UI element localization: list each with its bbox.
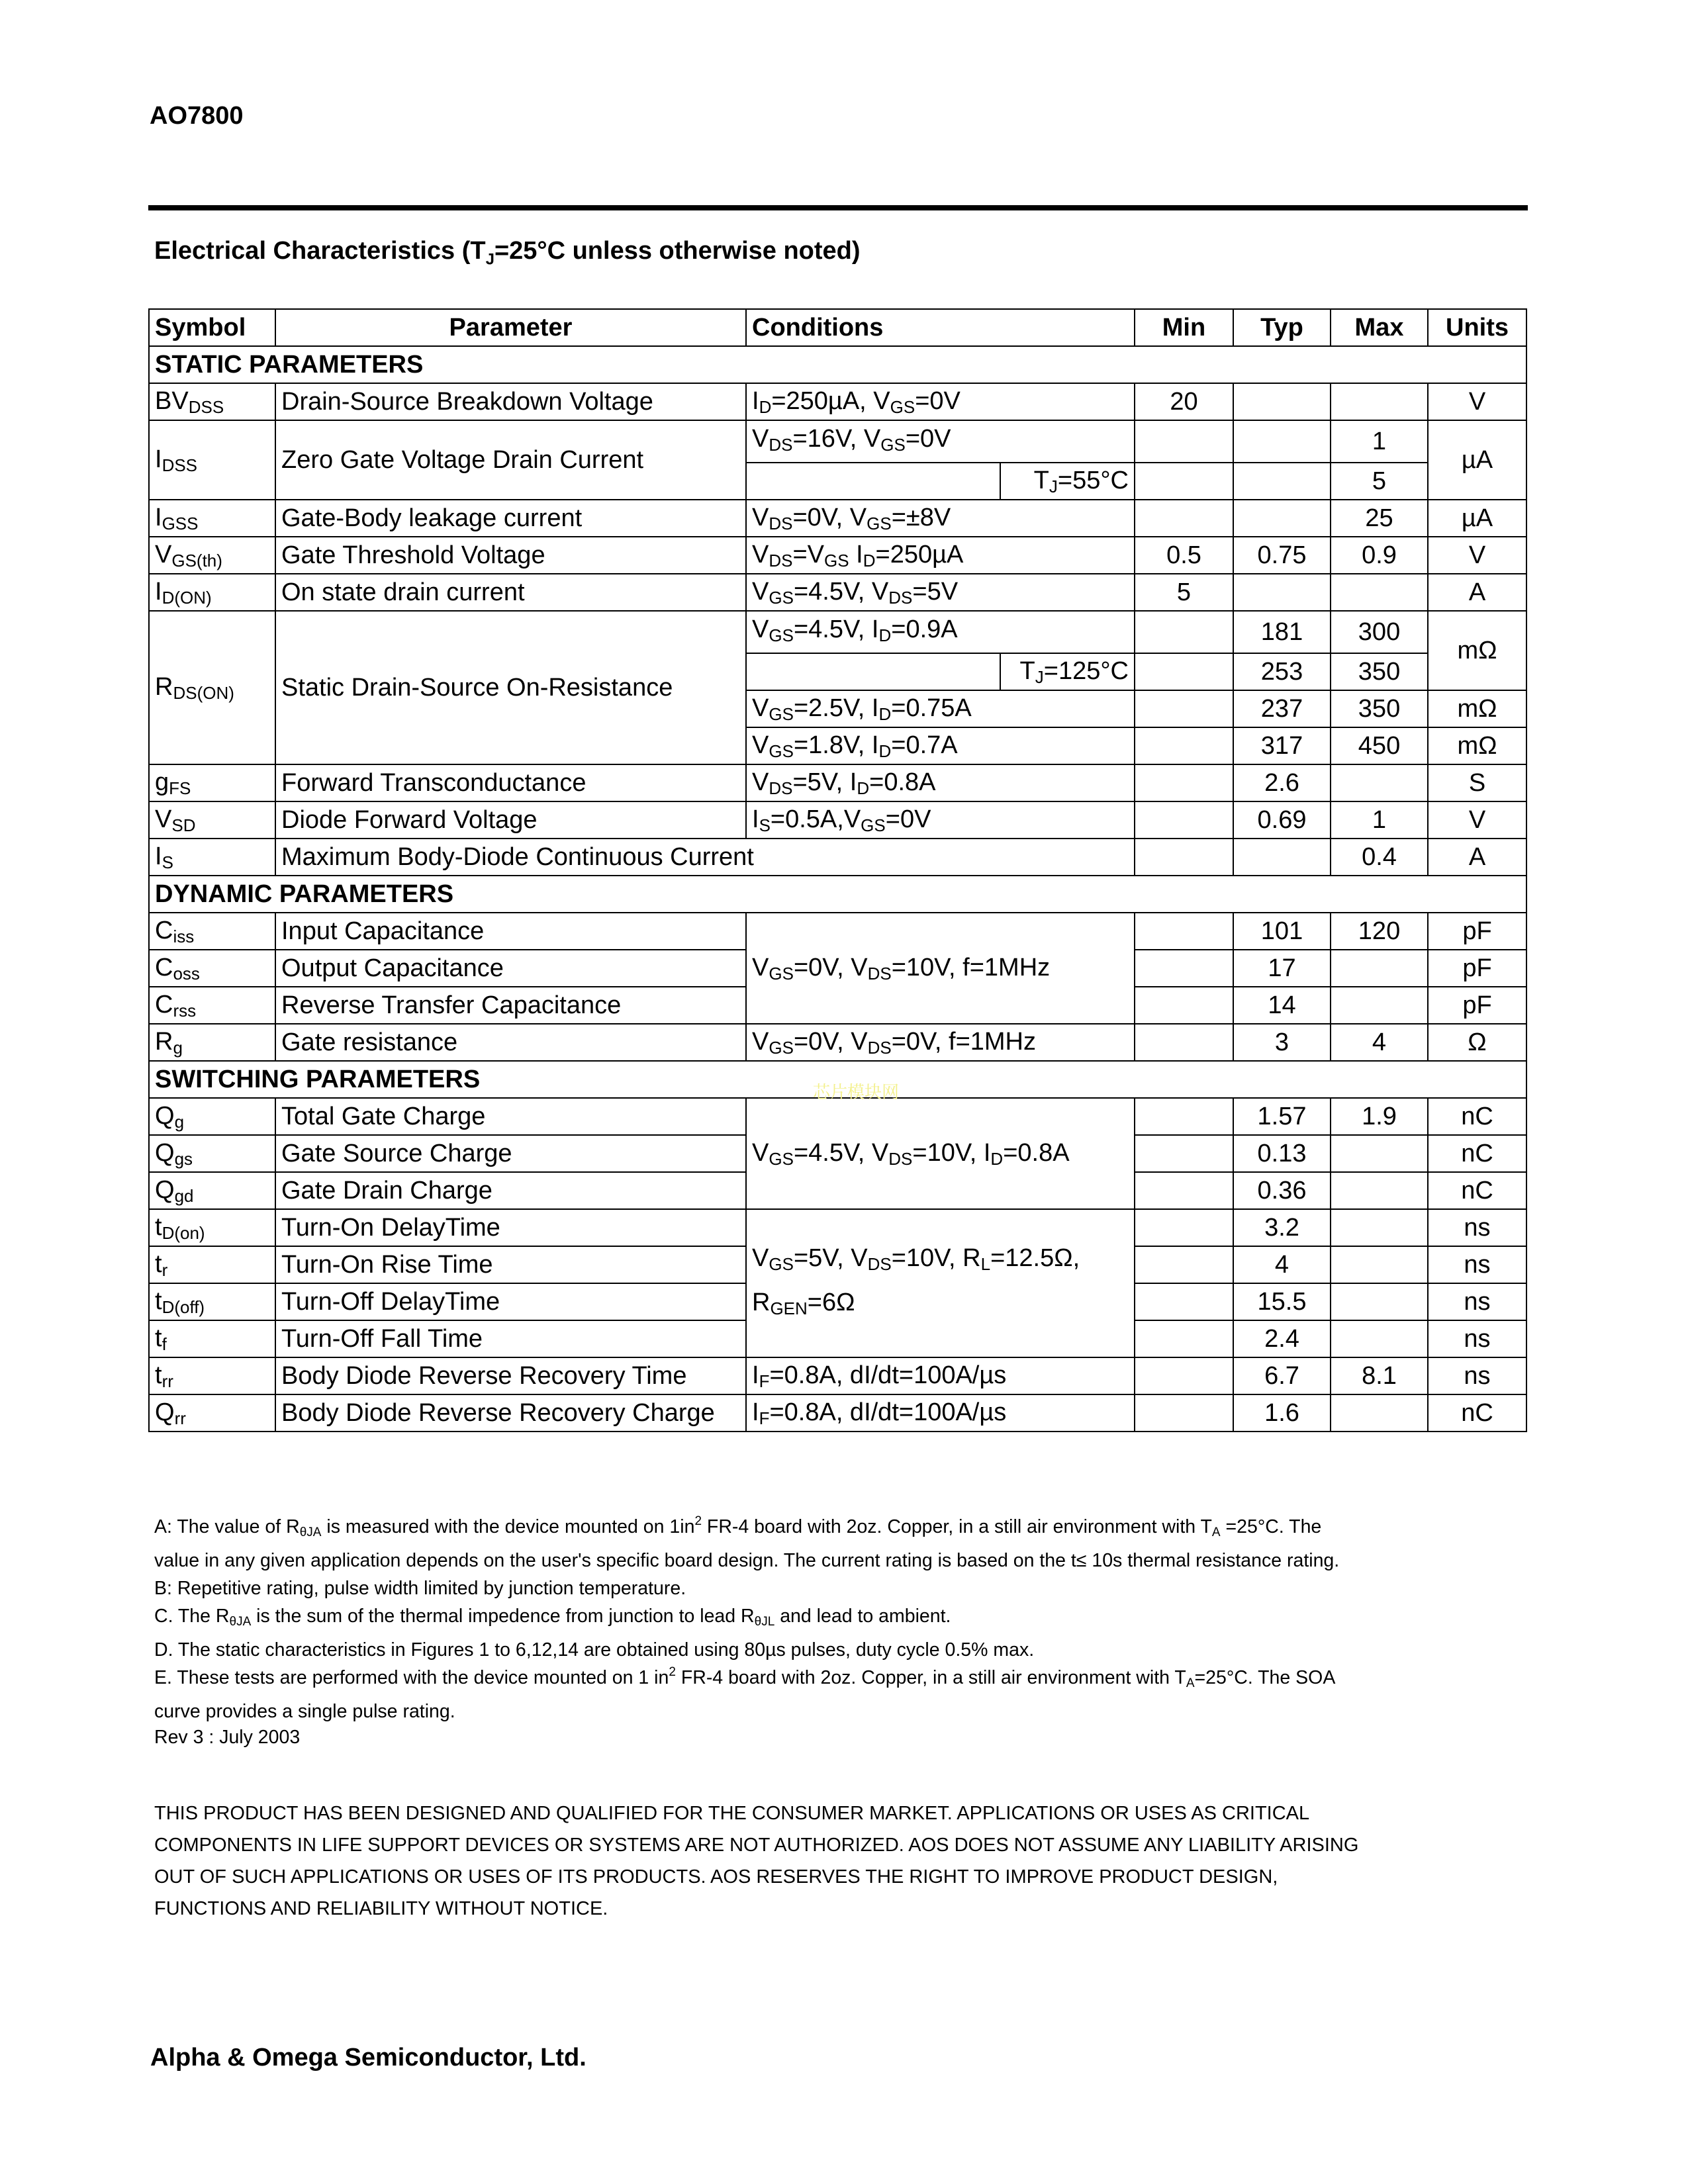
max [1331, 1394, 1428, 1432]
watermark: 芯片模块网 [813, 1082, 900, 1102]
table-header-row [149, 309, 1526, 346]
conditions: $V_{GS}=1.8V$, $I_D=0.7A$ [746, 727, 1135, 764]
conditions: $V_{GS}=0V$, $V_{DS}=10V$, f=1MHz [746, 913, 1135, 1024]
max: 5 [1331, 463, 1428, 500]
symbol: $V_{SD}$ [149, 801, 275, 839]
parameter: Diode Forward Voltage [275, 801, 746, 839]
header-rule [148, 205, 1528, 210]
units: A [1428, 839, 1526, 876]
symbol: $g_{FS}$ [149, 764, 275, 801]
conditions: $V_{GS}=0V$, $V_{DS}=0V$, f=1MHz [746, 1024, 1135, 1061]
footnote-line: curve provides a single pulse rating. [154, 1701, 455, 1722]
part-number-title: AO7800 [150, 102, 244, 130]
symbol: $R_g$ [149, 1024, 275, 1061]
units: nC [1428, 1394, 1526, 1432]
footnote-line: value in any given application depends on the user's specific board design. The current rating is based on the t≤ 10s thermal resistance rating. [154, 1550, 1340, 1571]
min [1135, 1246, 1233, 1283]
typ: 4 [1233, 1246, 1331, 1283]
parameter: Reverse Transfer Capacitance [275, 987, 746, 1024]
typ: 0.13 [1233, 1135, 1331, 1172]
units: V [1428, 801, 1526, 839]
parameter: Turn-Off Fall Time [275, 1320, 746, 1357]
parameter: Static Drain-Source On-Resistance [275, 611, 746, 764]
min [1135, 1209, 1233, 1246]
parameter: Output Capacitance [275, 950, 746, 987]
units: pF [1428, 987, 1526, 1024]
min [1135, 839, 1233, 876]
symbol: $R_{DS(ON)}$ [149, 611, 275, 764]
symbol: $Q_{gd}$ [149, 1172, 275, 1209]
min [1135, 500, 1233, 537]
disclaimer [154, 1797, 1358, 1925]
footnote-line: A: The value of $R_{\theta JA}$ is measured with the device mounted on $1in^2$ FR-4 board with 2oz. Copper, in a still air environment with $T_A =25^\circ C$. The [154, 1514, 1322, 1539]
conditions: $V_{DS}=0V$, $V_{GS}=\pm 8V$ [746, 500, 1135, 537]
min [1135, 1098, 1233, 1135]
max: 1.9 [1331, 1098, 1428, 1135]
min [1135, 1172, 1233, 1209]
min [1135, 1135, 1233, 1172]
symbol: $I_{GSS}$ [149, 500, 275, 537]
symbol: $Q_{rr}$ [149, 1394, 275, 1432]
min [1135, 1357, 1233, 1394]
typ: 2.4 [1233, 1320, 1331, 1357]
conditions: $V_{DS}=16V$, $V_{GS}=0V$ [746, 420, 1000, 463]
symbol: $t_{D(on)}$ [149, 1209, 275, 1246]
units: ns [1428, 1246, 1526, 1283]
footnotes [154, 1513, 1339, 1749]
units: V [1428, 383, 1526, 420]
group-label: DYNAMIC PARAMETERS [149, 876, 1526, 913]
conditions: $V_{GS}=4.5V$, $I_D=0.9A$ [746, 611, 1000, 653]
typ [1233, 839, 1331, 876]
conditions [746, 1209, 1135, 1357]
electrical-characteristics-table [148, 308, 1527, 1432]
max: 120 [1331, 913, 1428, 950]
max [1331, 383, 1428, 420]
conditions: $V_{GS}=2.5V$, $I_D=0.75A$ [746, 690, 1135, 727]
typ: 101 [1233, 913, 1331, 950]
max [1331, 574, 1428, 611]
units: nC [1428, 1098, 1526, 1135]
units: mΩ [1428, 727, 1526, 764]
col-header-typ: Typ [1233, 309, 1331, 346]
typ: 181 [1233, 611, 1331, 653]
conditions: $I_S=0.5A,V_{GS}=0V$ [746, 801, 1135, 839]
typ [1233, 463, 1331, 500]
typ: 0.36 [1233, 1172, 1331, 1209]
table-row [149, 574, 1526, 611]
min [1135, 653, 1233, 690]
group-label: STATIC PARAMETERS [149, 346, 1526, 383]
units: µA [1428, 500, 1526, 537]
footnote-line: D. The static characteristics in Figures 1 to 6,12,14 are obtained using 80µs pulses, duty cycle 0.5% max. [154, 1639, 1035, 1661]
max: 1 [1331, 420, 1428, 463]
min [1135, 801, 1233, 839]
max: 8.1 [1331, 1357, 1428, 1394]
table-row [149, 537, 1526, 574]
symbol: $t_r$ [149, 1246, 275, 1283]
min [1135, 1024, 1233, 1061]
parameter: Body Diode Reverse Recovery Charge [275, 1394, 746, 1432]
typ: 237 [1233, 690, 1331, 727]
col-header-parameter: Parameter [275, 309, 746, 346]
typ: 1.6 [1233, 1394, 1331, 1432]
col-header-units: Units [1428, 309, 1526, 346]
max [1331, 1135, 1428, 1172]
max: 0.4 [1331, 839, 1428, 876]
symbol: $C_{oss}$ [149, 950, 275, 987]
typ [1233, 420, 1331, 463]
table-row [149, 611, 1526, 653]
group-row-dynamic [149, 876, 1526, 913]
typ: 6.7 [1233, 1357, 1331, 1394]
units: mΩ [1428, 690, 1526, 727]
min [1135, 764, 1233, 801]
symbol: $t_{D(off)}$ [149, 1283, 275, 1320]
units: S [1428, 764, 1526, 801]
min [1135, 420, 1233, 463]
units: nC [1428, 1135, 1526, 1172]
footnote-line: E. These tests are performed with the device mounted on 1 $in^2$ FR-4 board with 2oz. Copper, in a still air environment with $T_A=25^\circ C$. The SOA [154, 1665, 1336, 1690]
table-row [149, 1098, 1526, 1135]
symbol: $I_S$ [149, 839, 275, 876]
conditions: $V_{DS}=5V$, $I_D=0.8A$ [746, 764, 1135, 801]
table-row [149, 1357, 1526, 1394]
tj-condition: $T_J=125^\circ C$ [1000, 653, 1135, 690]
max: 300 [1331, 611, 1428, 653]
units: nC [1428, 1172, 1526, 1209]
conditions: $V_{DS}=V_{GS}$ $I_D=250\mu A$ [746, 537, 1135, 574]
conditions-blank [746, 463, 1000, 500]
parameter: On state drain current [275, 574, 746, 611]
conditions: $I_F=0.8A$, dI/dt=100A/µs [746, 1357, 1135, 1394]
table-row [149, 500, 1526, 537]
typ: 0.69 [1233, 801, 1331, 839]
disclaimer-line: FUNCTIONS AND RELIABILITY WITHOUT NOTICE. [154, 1898, 608, 1919]
symbol: $t_f$ [149, 1320, 275, 1357]
min [1135, 913, 1233, 950]
parameter: Total Gate Charge [275, 1098, 746, 1135]
table-row [149, 839, 1526, 876]
col-header-conditions: Conditions [746, 309, 1135, 346]
units: V [1428, 537, 1526, 574]
footnote-line: C. The $R_{\theta JA}$ is the sum of the thermal impedence from junction to lead $R_{\theta JL}$ and lead to ambient. [154, 1606, 951, 1629]
conditions-extra [1000, 611, 1135, 653]
max [1331, 950, 1428, 987]
units: pF [1428, 950, 1526, 987]
symbol: $I_{DSS}$ [149, 420, 275, 500]
symbol: $V_{GS(th)}$ [149, 537, 275, 574]
units: ns [1428, 1357, 1526, 1394]
max [1331, 1246, 1428, 1283]
max [1331, 1283, 1428, 1320]
table-row [149, 1024, 1526, 1061]
parameter: Gate resistance [275, 1024, 746, 1061]
max: 450 [1331, 727, 1428, 764]
parameter: Input Capacitance [275, 913, 746, 950]
tj-condition: $T_J=55^\circ C$ [1000, 463, 1135, 500]
min [1135, 1394, 1233, 1432]
typ: 3.2 [1233, 1209, 1331, 1246]
min [1135, 611, 1233, 653]
typ: 2.6 [1233, 764, 1331, 801]
conditions-extra [1000, 420, 1135, 463]
min [1135, 1320, 1233, 1357]
symbol: $Q_{gs}$ [149, 1135, 275, 1172]
symbol: $Q_g$ [149, 1098, 275, 1135]
conditions: $I_F=0.8A$, dI/dt=100A/µs [746, 1394, 1135, 1432]
symbol: $BV_{DSS}$ [149, 383, 275, 420]
min [1135, 463, 1233, 500]
table-row [149, 764, 1526, 801]
max [1331, 764, 1428, 801]
max [1331, 1172, 1428, 1209]
table-row [149, 801, 1526, 839]
parameter: Gate-Body leakage current [275, 500, 746, 537]
typ [1233, 574, 1331, 611]
footer-company-name: Alpha & Omega Semiconductor, Ltd. [150, 2044, 586, 2071]
conditions-line-1: $V_{GS}=5V$, $V_{DS}=10V$, $R_L=12.5\Omega$, [752, 1244, 1080, 1274]
parameter: Forward Transconductance [275, 764, 746, 801]
typ: 253 [1233, 653, 1331, 690]
units: pF [1428, 913, 1526, 950]
col-header-max: Max [1331, 309, 1428, 346]
symbol: $C_{iss}$ [149, 913, 275, 950]
min [1135, 1283, 1233, 1320]
typ: 0.75 [1233, 537, 1331, 574]
typ [1233, 500, 1331, 537]
conditions-line-2: $R_{GEN}=6\Omega$ [752, 1289, 855, 1318]
typ: 15.5 [1233, 1283, 1331, 1320]
max [1331, 987, 1428, 1024]
units: ns [1428, 1209, 1526, 1246]
parameter: Gate Drain Charge [275, 1172, 746, 1209]
max [1331, 1209, 1428, 1246]
col-header-min: Min [1135, 309, 1233, 346]
typ: 17 [1233, 950, 1331, 987]
min [1135, 690, 1233, 727]
units: µA [1428, 420, 1526, 500]
symbol: $t_{rr}$ [149, 1357, 275, 1394]
section-title: Electrical Characteristics ($T_J=25^\circ C$ unless otherwise noted) [154, 237, 861, 269]
table-row [149, 383, 1526, 420]
max: 1 [1331, 801, 1428, 839]
conditions: $V_{GS}=4.5V$, $V_{DS}=5V$ [746, 574, 1135, 611]
units: Ω [1428, 1024, 1526, 1061]
min: 0.5 [1135, 537, 1233, 574]
table-row [149, 913, 1526, 950]
conditions: $V_{GS}=4.5V$, $V_{DS}=10V$, $I_D=0.8A$ [746, 1098, 1135, 1209]
parameter: Turn-On Rise Time [275, 1246, 746, 1283]
table-row [149, 1209, 1526, 1246]
disclaimer-line: OUT OF SUCH APPLICATIONS OR USES OF ITS PRODUCTS. AOS RESERVES THE RIGHT TO IMPROVE PRODUCT DESIGN, [154, 1866, 1278, 1888]
parameter: Drain-Source Breakdown Voltage [275, 383, 746, 420]
units: ns [1428, 1283, 1526, 1320]
table-row [149, 420, 1526, 463]
min: 20 [1135, 383, 1233, 420]
typ: 317 [1233, 727, 1331, 764]
min [1135, 727, 1233, 764]
max: 350 [1331, 653, 1428, 690]
table-row [149, 1394, 1526, 1432]
max: 350 [1331, 690, 1428, 727]
parameter: Gate Threshold Voltage [275, 537, 746, 574]
parameter: Zero Gate Voltage Drain Current [275, 420, 746, 500]
parameter: Turn-Off DelayTime [275, 1283, 746, 1320]
disclaimer-line: THIS PRODUCT HAS BEEN DESIGNED AND QUALIFIED FOR THE CONSUMER MARKET. APPLICATIONS OR USES AS CRITICAL [154, 1803, 1310, 1824]
group-row-static [149, 346, 1526, 383]
conditions: $I_D=250\mu A$, $V_{GS}=0V$ [746, 383, 1135, 420]
symbol: $I_{D(ON)}$ [149, 574, 275, 611]
parameter: Maximum Body-Diode Continuous Current [275, 839, 1135, 876]
typ: 14 [1233, 987, 1331, 1024]
parameter: Gate Source Charge [275, 1135, 746, 1172]
max [1331, 1320, 1428, 1357]
footnote-line: B: Repetitive rating, pulse width limited by junction temperature. [154, 1578, 686, 1599]
disclaimer-line: COMPONENTS IN LIFE SUPPORT DEVICES OR SYSTEMS ARE NOT AUTHORIZED. AOS DOES NOT ASSUME ANY LIABILITY ARISING [154, 1835, 1359, 1856]
min: 5 [1135, 574, 1233, 611]
typ: 1.57 [1233, 1098, 1331, 1135]
max: 25 [1331, 500, 1428, 537]
parameter: Body Diode Reverse Recovery Time [275, 1357, 746, 1394]
typ [1233, 383, 1331, 420]
revision: Rev 3 : July 2003 [154, 1727, 301, 1748]
units: ns [1428, 1320, 1526, 1357]
col-header-symbol: Symbol [149, 309, 275, 346]
max: 4 [1331, 1024, 1428, 1061]
min [1135, 950, 1233, 987]
symbol: $C_{rss}$ [149, 987, 275, 1024]
parameter: Turn-On DelayTime [275, 1209, 746, 1246]
max: 0.9 [1331, 537, 1428, 574]
min [1135, 987, 1233, 1024]
units: mΩ [1428, 611, 1526, 690]
units: A [1428, 574, 1526, 611]
group-label: SWITCHING PARAMETERS [149, 1061, 1526, 1098]
conditions-blank [746, 653, 1000, 690]
typ: 3 [1233, 1024, 1331, 1061]
